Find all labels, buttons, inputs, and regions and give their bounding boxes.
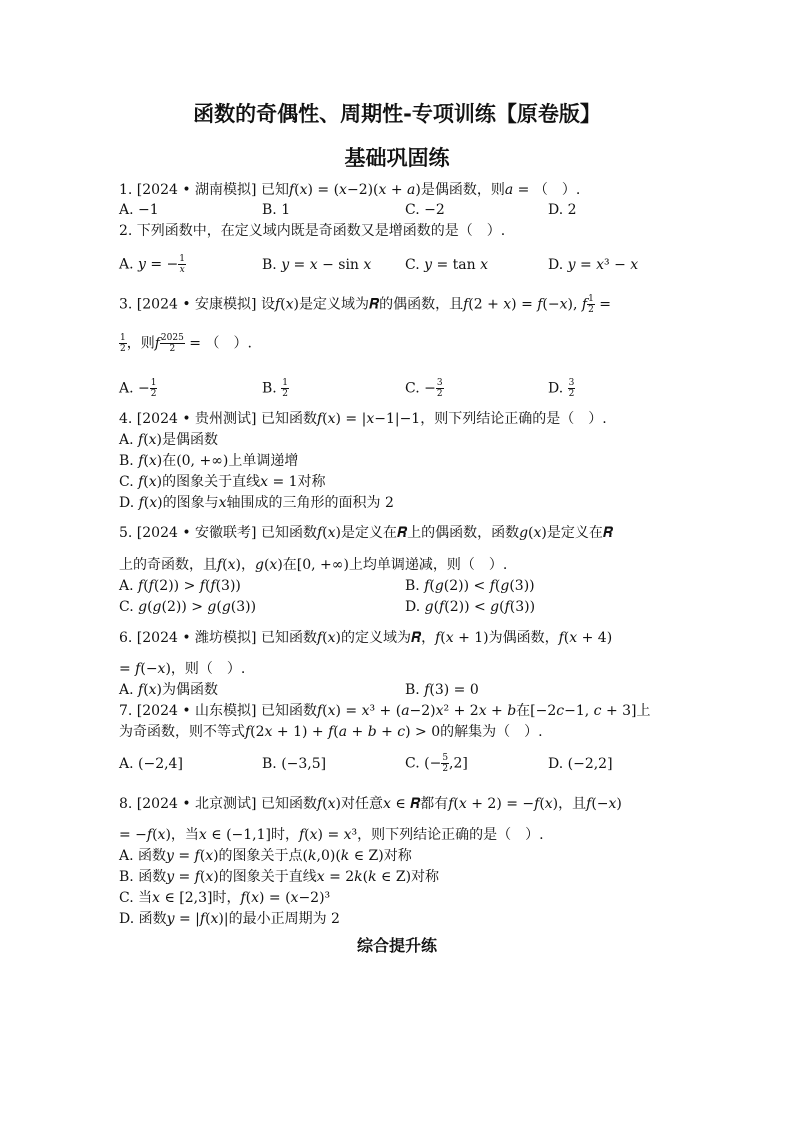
- question-8-stem-line-2: = −𝑓(𝑥)，当𝑥 ∈ (−1,1]时，𝑓(𝑥) = 𝑥³，则下列结论正确的是（ ）.: [119, 827, 544, 843]
- question-8-stem-line-1: 8. [2024 • 北京测试] 已知函数𝑓(𝑥)对任意𝑥 ∈ 𝑹都有𝑓(𝑥 + 2) = −𝑓(𝑥)，且𝑓(−𝑥): [119, 796, 622, 812]
- section-heading-basic: 基础巩固练: [344, 146, 450, 170]
- question-7-option-b: B. (−3,5]: [262, 756, 327, 772]
- document-title: 函数的奇偶性、周期性-专项训练【原卷版】: [193, 102, 601, 126]
- question-2-stem: 2. 下列函数中，在定义域内既是奇函数又是增函数的是（ ）.: [119, 223, 506, 239]
- question-5-stem-line-1: 5. [2024 • 安徽联考] 已知函数𝑓(𝑥)是定义在𝑹上的偶函数，函数𝑔(𝑥)是定义在𝑹: [119, 525, 613, 541]
- question-2-option-b: B. 𝑦 = 𝑥 − sin 𝑥: [262, 257, 372, 273]
- question-3-option-d: D. $\frac{3}{2}$: [548, 378, 575, 399]
- question-3-option-c: C. − $\frac{3}{2}$: [405, 378, 443, 399]
- question-7-option-c: C. (− $\frac{5}{2}$ ,2]: [405, 753, 468, 774]
- question-5-option-a: A. 𝑓(𝑓(2)) > 𝑓(𝑓(3)): [119, 578, 241, 594]
- question-7-stem-line-1: 7. [2024 • 山东模拟] 已知函数𝑓(𝑥) = 𝑥³ + (𝑎−2)𝑥² + 2𝑥 + 𝑏在[−2𝑐−1, 𝑐 + 3]上: [119, 703, 651, 719]
- question-1-option-b: B. 1: [262, 202, 291, 218]
- question-6-stem-line-2: = 𝑓(−𝑥)，则（ ）.: [119, 661, 246, 677]
- question-4-stem: 4. [2024 • 贵州测试] 已知函数𝑓(𝑥) = |𝑥−1|−1，则下列结论正确的是（ ）.: [119, 411, 607, 427]
- question-3-stem-line-1: 3. [2024 • 安康模拟] 设𝑓(𝑥)是定义域为𝑹的偶函数，且𝑓(2 + 𝑥) = 𝑓(−𝑥), 𝑓 $\frac{1}{2}$ =: [119, 294, 611, 315]
- question-6-option-a: A. 𝑓(𝑥)为偶函数: [119, 682, 219, 698]
- fraction: $\frac{3}{2}$: [436, 378, 443, 399]
- question-4-option-a: A. 𝑓(𝑥)是偶函数: [119, 432, 219, 448]
- question-3-stem-line-2: $\frac{1}{2}$ ，则𝑓 $\frac{2025}{2}$ = （ ）.: [120, 333, 252, 354]
- question-5-option-d: D. 𝑔(𝑓(2)) < 𝑔(𝑓(3)): [405, 599, 536, 615]
- question-5-stem-line-2: 上的奇函数，且𝑓(𝑥)，𝑔(𝑥)在[0, +∞)上均单调递减，则（ ）.: [119, 557, 508, 573]
- question-6-option-b: B. 𝑓(3) = 0: [405, 682, 479, 698]
- question-4-option-d: D. 𝑓(𝑥)的图象与𝑥轴围成的三角形的面积为 2: [119, 495, 394, 511]
- question-2-option-d: D. 𝑦 = 𝑥³ − 𝑥: [548, 257, 639, 273]
- question-3-option-b: B. $\frac{1}{2}$: [262, 378, 288, 399]
- question-2-option-c: C. 𝑦 = tan 𝑥: [405, 257, 488, 273]
- fraction: $\frac{1}{2}$: [120, 333, 126, 354]
- question-8-option-d: D. 函数𝑦 = |𝑓(𝑥)|的最小正周期为 2: [119, 911, 340, 927]
- question-1-stem: 1. [2024 • 湖南模拟] 已知𝑓(𝑥) = (𝑥−2)(𝑥 + 𝑎)是偶函数，则𝑎 = （ ）.: [119, 182, 581, 198]
- section-heading-advanced: 综合提升练: [356, 936, 437, 955]
- question-5-option-c: C. 𝑔(𝑔(2)) > 𝑔(𝑔(3)): [119, 599, 257, 615]
- question-1-option-d: D. 2: [548, 202, 577, 218]
- question-5-option-b: B. 𝑓(𝑔(2)) < 𝑓(𝑔(3)): [405, 578, 535, 594]
- question-2-option-a: A. 𝑦 = − $\frac{1}{\text{𝑥}}$: [119, 254, 186, 275]
- question-8-option-c: C. 当𝑥 ∈ [2,3]时，𝑓(𝑥) = (𝑥−2)³: [119, 890, 331, 906]
- question-8-option-b: B. 函数𝑦 = 𝑓(𝑥)的图象关于直线𝑥 = 2𝑘(𝑘 ∈ Z)对称: [119, 869, 440, 885]
- fraction: $\frac{1}{2}$: [150, 378, 157, 399]
- question-4-option-b: B. 𝑓(𝑥)在(0, +∞)上单调递增: [119, 453, 299, 469]
- question-7-option-a: A. (−2,4]: [119, 756, 183, 772]
- fraction: $\frac{1}{2}$: [282, 378, 288, 399]
- question-1-option-a: A. −1: [119, 202, 159, 218]
- question-7-stem-line-2: 为奇函数，则不等式𝑓(2𝑥 + 1) + 𝑓(𝑎 + 𝑏 + 𝑐) > 0的解集为（ ）.: [119, 724, 543, 740]
- fraction: $\frac{5}{2}$: [442, 753, 449, 774]
- question-1-option-c: C. −2: [405, 202, 445, 218]
- question-7-option-d: D. (−2,2]: [548, 756, 613, 772]
- fraction: $\frac{3}{2}$: [568, 378, 575, 399]
- question-3-option-a: A. − $\frac{1}{2}$: [119, 378, 157, 399]
- question-4-option-c: C. 𝑓(𝑥)的图象关于直线𝑥 = 1对称: [119, 474, 326, 490]
- question-8-option-a: A. 函数𝑦 = 𝑓(𝑥)的图象关于点(𝑘,0)(𝑘 ∈ Z)对称: [119, 848, 412, 864]
- fraction: $\frac{1}{2}$: [588, 294, 594, 315]
- fraction: $\frac{1}{\text{𝑥}}$: [179, 254, 186, 275]
- question-6-stem-line-1: 6. [2024 • 潍坊模拟] 已知函数𝑓(𝑥)的定义域为𝑹，𝑓(𝑥 + 1)为偶函数，𝑓(𝑥 + 4): [119, 630, 613, 646]
- fraction: $\frac{2025}{2}$: [160, 333, 184, 354]
